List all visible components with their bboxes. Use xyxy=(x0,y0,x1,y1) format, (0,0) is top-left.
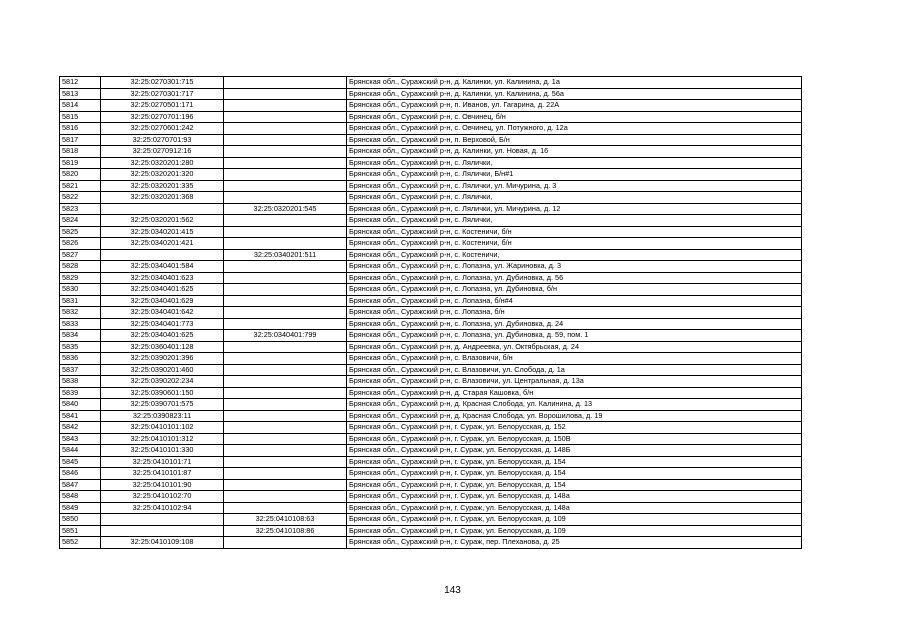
related-cadastral-number-cell xyxy=(224,238,347,250)
row-number-cell: 5828 xyxy=(60,261,101,273)
related-cadastral-number-cell: 32:25:0340201:511 xyxy=(224,249,347,261)
table-row xyxy=(60,180,802,192)
cadastral-number-cell: 32:25:0340201:421 xyxy=(101,238,224,250)
row-number-cell: 5835 xyxy=(60,341,101,353)
cadastral-number-cell: 32:25:0320201:368 xyxy=(101,192,224,204)
cadastral-number-cell: 32:25:0410102:70 xyxy=(101,491,224,503)
related-cadastral-number-cell xyxy=(224,341,347,353)
row-number-cell: 5852 xyxy=(60,537,101,549)
row-number-cell: 5813 xyxy=(60,88,101,100)
address-cell: Брянская обл., Суражский р-н, с. Лялички, ул. Мичурина, д. 12 xyxy=(347,203,802,215)
row-number-cell: 5820 xyxy=(60,169,101,181)
address-cell: Брянская обл., Суражский р-н, д. Старая Кашовка, б/н xyxy=(347,387,802,399)
table-row xyxy=(60,433,802,445)
row-number-cell: 5822 xyxy=(60,192,101,204)
related-cadastral-number-cell xyxy=(224,261,347,273)
row-number-cell: 5840 xyxy=(60,399,101,411)
table-row xyxy=(60,100,802,112)
table-row xyxy=(60,88,802,100)
row-number-cell: 5812 xyxy=(60,77,101,89)
table-row xyxy=(60,445,802,457)
row-number-cell: 5849 xyxy=(60,502,101,514)
related-cadastral-number-cell xyxy=(224,180,347,192)
table-row xyxy=(60,111,802,123)
table-row xyxy=(60,399,802,411)
table-row xyxy=(60,330,802,342)
cadastral-number-cell: 32:25:0410101:312 xyxy=(101,433,224,445)
cadastral-number-cell: 32:25:0340401:773 xyxy=(101,318,224,330)
cadastral-number-cell: 32:25:0390701:575 xyxy=(101,399,224,411)
related-cadastral-number-cell xyxy=(224,272,347,284)
row-number-cell: 5818 xyxy=(60,146,101,158)
table-row xyxy=(60,341,802,353)
cadastral-number-cell: 32:25:0390201:396 xyxy=(101,353,224,365)
row-number-cell: 5830 xyxy=(60,284,101,296)
related-cadastral-number-cell xyxy=(224,353,347,365)
related-cadastral-number-cell xyxy=(224,307,347,319)
address-cell: Брянская обл., Суражский р-н, с. Влазовичи, ул. Центральная, д. 13а xyxy=(347,376,802,388)
address-cell: Брянская обл., Суражский р-н, г. Сураж, ул. Белорусская, д. 154 xyxy=(347,479,802,491)
cadastral-number-cell: 32:25:0340201:415 xyxy=(101,226,224,238)
cadastral-number-cell: 32:25:0270501:171 xyxy=(101,100,224,112)
cadastral-number-cell: 32:25:0270701:196 xyxy=(101,111,224,123)
row-number-cell: 5826 xyxy=(60,238,101,250)
cadastral-number-cell: 32:25:0320201:335 xyxy=(101,180,224,192)
table-row xyxy=(60,376,802,388)
table-row xyxy=(60,272,802,284)
property-register-table xyxy=(59,76,802,549)
table-row xyxy=(60,514,802,526)
cadastral-number-cell: 32:25:0340401:625 xyxy=(101,284,224,296)
table-row xyxy=(60,502,802,514)
related-cadastral-number-cell xyxy=(224,537,347,549)
cadastral-number-cell: 32:25:0390823:11 xyxy=(101,410,224,422)
cadastral-number-cell: 32:25:0340401:584 xyxy=(101,261,224,273)
cadastral-number-cell xyxy=(101,525,224,537)
table-row xyxy=(60,410,802,422)
address-cell: Брянская обл., Суражский р-н, г. Сураж, ул. Белорусская, д. 152 xyxy=(347,422,802,434)
address-cell: Брянская обл., Суражский р-н, с. Костеничи, xyxy=(347,249,802,261)
row-number-cell: 5850 xyxy=(60,514,101,526)
cadastral-number-cell: 32:25:0410101:90 xyxy=(101,479,224,491)
related-cadastral-number-cell xyxy=(224,77,347,89)
row-number-cell: 5838 xyxy=(60,376,101,388)
address-cell: Брянская обл., Суражский р-н, с. Лялички, xyxy=(347,215,802,227)
cadastral-number-cell: 32:25:0340401:623 xyxy=(101,272,224,284)
table-row xyxy=(60,364,802,376)
related-cadastral-number-cell xyxy=(224,422,347,434)
row-number-cell: 5815 xyxy=(60,111,101,123)
row-number-cell: 5832 xyxy=(60,307,101,319)
related-cadastral-number-cell xyxy=(224,134,347,146)
page-number: 143 xyxy=(444,585,461,596)
related-cadastral-number-cell xyxy=(224,376,347,388)
cadastral-number-cell: 32:25:0410101:330 xyxy=(101,445,224,457)
address-cell: Брянская обл., Суражский р-н, с. Лопазна, б/н xyxy=(347,307,802,319)
address-cell: Брянская обл., Суражский р-н, с. Костеничи, б/н xyxy=(347,238,802,250)
address-cell: Брянская обл., Суражский р-н, г. Сураж, ул. Белорусская, д. 154 xyxy=(347,456,802,468)
cadastral-number-cell: 32:25:0320201:280 xyxy=(101,157,224,169)
table-row xyxy=(60,295,802,307)
cadastral-number-cell: 32:25:0340401:629 xyxy=(101,295,224,307)
address-cell: Брянская обл., Суражский р-н, с. Лялички, Б/н#1 xyxy=(347,169,802,181)
row-number-cell: 5825 xyxy=(60,226,101,238)
related-cadastral-number-cell xyxy=(224,399,347,411)
row-number-cell: 5844 xyxy=(60,445,101,457)
related-cadastral-number-cell xyxy=(224,468,347,480)
related-cadastral-number-cell: 32:25:0410108:63 xyxy=(224,514,347,526)
table-row xyxy=(60,353,802,365)
cadastral-number-cell xyxy=(101,249,224,261)
related-cadastral-number-cell xyxy=(224,387,347,399)
cadastral-number-cell: 32:25:0320201:320 xyxy=(101,169,224,181)
address-cell: Брянская обл., Суражский р-н, с. Лопазна, ул. Жариновка, д. 3 xyxy=(347,261,802,273)
address-cell: Брянская обл., Суражский р-н, г. Сураж, ул. Белорусская, д. 148а xyxy=(347,502,802,514)
row-number-cell: 5848 xyxy=(60,491,101,503)
address-cell: Брянская обл., Суражский р-н, д. Андреевка, ул. Октябрьская, д. 24 xyxy=(347,341,802,353)
row-number-cell: 5831 xyxy=(60,295,101,307)
cadastral-number-cell: 32:25:0410102:94 xyxy=(101,502,224,514)
cadastral-number-cell: 32:25:0410101:71 xyxy=(101,456,224,468)
row-number-cell: 5834 xyxy=(60,330,101,342)
row-number-cell: 5846 xyxy=(60,468,101,480)
table-row xyxy=(60,215,802,227)
cadastral-number-cell: 32:25:0360401:128 xyxy=(101,341,224,353)
table-row xyxy=(60,318,802,330)
cadastral-number-cell: 32:25:0340401:642 xyxy=(101,307,224,319)
address-cell: Брянская обл., Суражский р-н, д. Калинки, ул. Калинина, д. 1а xyxy=(347,77,802,89)
row-number-cell: 5845 xyxy=(60,456,101,468)
address-cell: Брянская обл., Суражский р-н, с. Лопазна, ул. Дубиновка, д. 24 xyxy=(347,318,802,330)
row-number-cell: 5843 xyxy=(60,433,101,445)
address-cell: Брянская обл., Суражский р-н, с. Лопазна, ул. Дубиновка, д. 59, пом. 1 xyxy=(347,330,802,342)
address-cell: Брянская обл., Суражский р-н, с. Овчинец, ул. Потужного, д. 12а xyxy=(347,123,802,135)
related-cadastral-number-cell xyxy=(224,169,347,181)
address-cell: Брянская обл., Суражский р-н, с. Лялички, xyxy=(347,192,802,204)
address-cell: Брянская обл., Суражский р-н, г. Сураж, ул. Белорусская, д. 150В xyxy=(347,433,802,445)
address-cell: Брянская обл., Суражский р-н, г. Сураж, ул. Белорусская, д. 109 xyxy=(347,514,802,526)
cadastral-number-cell: 32:25:0390601:150 xyxy=(101,387,224,399)
related-cadastral-number-cell xyxy=(224,433,347,445)
cadastral-number-cell: 32:25:0270301:715 xyxy=(101,77,224,89)
address-cell: Брянская обл., Суражский р-н, с. Лопазна, б/н#4 xyxy=(347,295,802,307)
cadastral-number-cell: 32:25:0270601:242 xyxy=(101,123,224,135)
related-cadastral-number-cell xyxy=(224,502,347,514)
table-row xyxy=(60,422,802,434)
address-cell: Брянская обл., Суражский р-н, д. Красная Слобода, ул. Калинина, д. 13 xyxy=(347,399,802,411)
address-cell: Брянская обл., Суражский р-н, г. Сураж, пер. Плеханова, д. 25 xyxy=(347,537,802,549)
related-cadastral-number-cell xyxy=(224,410,347,422)
related-cadastral-number-cell: 32:25:0320201:545 xyxy=(224,203,347,215)
related-cadastral-number-cell: 32:25:0340401:799 xyxy=(224,330,347,342)
related-cadastral-number-cell xyxy=(224,445,347,457)
table-row xyxy=(60,123,802,135)
address-cell: Брянская обл., Суражский р-н, д. Красная Слобода, ул. Ворошилова, д. 19 xyxy=(347,410,802,422)
related-cadastral-number-cell xyxy=(224,226,347,238)
related-cadastral-number-cell: 32:25:0410108:86 xyxy=(224,525,347,537)
address-cell: Брянская обл., Суражский р-н, г. Сураж, ул. Белорусская, д. 148Б xyxy=(347,445,802,457)
row-number-cell: 5817 xyxy=(60,134,101,146)
address-cell: Брянская обл., Суражский р-н, с. Лялички, ул. Мичурина, д. 3 xyxy=(347,180,802,192)
address-cell: Брянская обл., Суражский р-н, с. Костеничи, б/н xyxy=(347,226,802,238)
address-cell: Брянская обл., Суражский р-н, с. Овчинец, б/н xyxy=(347,111,802,123)
row-number-cell: 5839 xyxy=(60,387,101,399)
related-cadastral-number-cell xyxy=(224,111,347,123)
table-row xyxy=(60,479,802,491)
table-row xyxy=(60,284,802,296)
table-row xyxy=(60,491,802,503)
address-cell: Брянская обл., Суражский р-н, п. Иванов, ул. Гагарина, д. 22А xyxy=(347,100,802,112)
address-cell: Брянская обл., Суражский р-н, с. Влазовичи, ул. Слобода, д. 1а xyxy=(347,364,802,376)
related-cadastral-number-cell xyxy=(224,364,347,376)
address-cell: Брянская обл., Суражский р-н, г. Сураж, ул. Белорусская, д. 154 xyxy=(347,468,802,480)
table-row xyxy=(60,468,802,480)
row-number-cell: 5823 xyxy=(60,203,101,215)
table-row xyxy=(60,261,802,273)
related-cadastral-number-cell xyxy=(224,479,347,491)
table-row xyxy=(60,77,802,89)
table-row xyxy=(60,537,802,549)
address-cell: Брянская обл., Суражский р-н, г. Сураж, ул. Белорусская, д. 109 xyxy=(347,525,802,537)
row-number-cell: 5814 xyxy=(60,100,101,112)
table-row xyxy=(60,238,802,250)
address-cell: Брянская обл., Суражский р-н, г. Сураж, ул. Белорусская, д. 148а xyxy=(347,491,802,503)
table-row xyxy=(60,226,802,238)
row-number-cell: 5847 xyxy=(60,479,101,491)
row-number-cell: 5842 xyxy=(60,422,101,434)
table-row xyxy=(60,307,802,319)
related-cadastral-number-cell xyxy=(224,146,347,158)
row-number-cell: 5827 xyxy=(60,249,101,261)
address-cell: Брянская обл., Суражский р-н, д. Калинки, ул. Калинина, д. 56а xyxy=(347,88,802,100)
table-row xyxy=(60,525,802,537)
row-number-cell: 5851 xyxy=(60,525,101,537)
related-cadastral-number-cell xyxy=(224,157,347,169)
table-row xyxy=(60,157,802,169)
cadastral-number-cell: 32:25:0390201:460 xyxy=(101,364,224,376)
cadastral-number-cell: 32:25:0270701:93 xyxy=(101,134,224,146)
related-cadastral-number-cell xyxy=(224,284,347,296)
cadastral-number-cell: 32:25:0270301:717 xyxy=(101,88,224,100)
cadastral-number-cell: 32:25:0390202:234 xyxy=(101,376,224,388)
row-number-cell: 5833 xyxy=(60,318,101,330)
address-cell: Брянская обл., Суражский р-н, с. Лопазна, ул. Дубиновка, б/н xyxy=(347,284,802,296)
table-row xyxy=(60,249,802,261)
row-number-cell: 5816 xyxy=(60,123,101,135)
cadastral-number-cell: 32:25:0410101:87 xyxy=(101,468,224,480)
table-row xyxy=(60,192,802,204)
row-number-cell: 5819 xyxy=(60,157,101,169)
row-number-cell: 5824 xyxy=(60,215,101,227)
row-number-cell: 5821 xyxy=(60,180,101,192)
row-number-cell: 5836 xyxy=(60,353,101,365)
cadastral-number-cell: 32:25:0270912:16 xyxy=(101,146,224,158)
cadastral-number-cell: 32:25:0410109:108 xyxy=(101,537,224,549)
related-cadastral-number-cell xyxy=(224,456,347,468)
address-cell: Брянская обл., Суражский р-н, с. Лялички, xyxy=(347,157,802,169)
cadastral-number-cell xyxy=(101,203,224,215)
address-cell: Брянская обл., Суражский р-н, п. Верховой, Б/н xyxy=(347,134,802,146)
related-cadastral-number-cell xyxy=(224,88,347,100)
cadastral-number-cell: 32:25:0410101:102 xyxy=(101,422,224,434)
address-cell: Брянская обл., Суражский р-н, с. Влазовичи, б/н xyxy=(347,353,802,365)
related-cadastral-number-cell xyxy=(224,215,347,227)
table-row xyxy=(60,169,802,181)
row-number-cell: 5841 xyxy=(60,410,101,422)
table-row xyxy=(60,134,802,146)
cadastral-number-cell xyxy=(101,514,224,526)
row-number-cell: 5829 xyxy=(60,272,101,284)
table-row xyxy=(60,146,802,158)
address-cell: Брянская обл., Суражский р-н, д. Калинки, ул. Новая, д. 16 xyxy=(347,146,802,158)
related-cadastral-number-cell xyxy=(224,192,347,204)
table-row xyxy=(60,456,802,468)
table-row xyxy=(60,203,802,215)
cadastral-number-cell: 32:25:0320201:562 xyxy=(101,215,224,227)
related-cadastral-number-cell xyxy=(224,295,347,307)
cadastral-number-cell: 32:25:0340401:625 xyxy=(101,330,224,342)
related-cadastral-number-cell xyxy=(224,491,347,503)
row-number-cell: 5837 xyxy=(60,364,101,376)
related-cadastral-number-cell xyxy=(224,318,347,330)
table-row xyxy=(60,387,802,399)
address-cell: Брянская обл., Суражский р-н, с. Лопазна, ул. Дубиновка, д. 56 xyxy=(347,272,802,284)
related-cadastral-number-cell xyxy=(224,123,347,135)
related-cadastral-number-cell xyxy=(224,100,347,112)
register-table-body xyxy=(60,77,802,549)
